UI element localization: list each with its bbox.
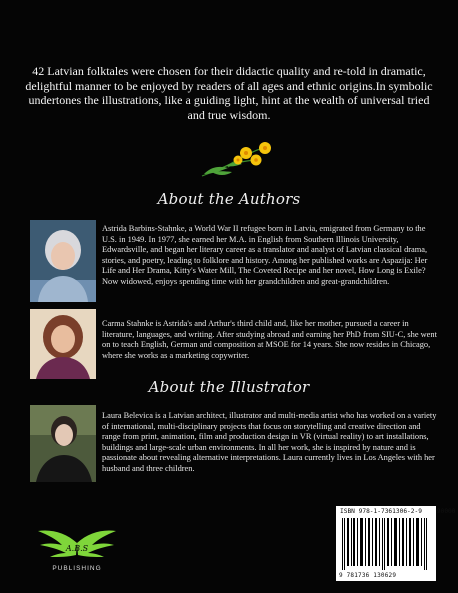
publisher-name: PUBLISHING [52, 565, 102, 572]
illustrator-photo [30, 405, 96, 482]
isbn-barcode [336, 506, 456, 581]
book-blurb: 42 Latvian folktales were chosen for their didactic quality and re-told in dramatic, delightful manner to be enjoyed by readers of all ages and ethnic origins.In symbolic undertones the illustrations, like a guiding light, hint at the wealth of universal tried and true wisdom. [25, 64, 433, 122]
price-code: 90000 [436, 508, 456, 515]
illustrator-bio: Laura Belevica is a Latvian architect, illustrator and multi-media artist who has worked on a variety of international, multi-disciplinary projects that focus on storytelling and creative direction and range from print, animation, film and production design in VR (virtual reality) to art installations, buildings and large-scale urban environments. In all her work, she is inspired by nature and is passionate about revealing alternative interpretations. Laura currently lives in Los Angeles with her husband and three children. [102, 411, 437, 473]
author1-photo [30, 220, 96, 302]
barcode-bars [340, 518, 432, 570]
publisher-logo-letters: A.B.S [65, 544, 89, 553]
barcode-digits: 9 781736 130629 [339, 572, 397, 579]
about-authors-heading: About the Authors [157, 190, 301, 208]
author2-bio: Carma Stahnke is Astrida's and Arthur's third child and, like her mother, pursued a career in literature, languages, and writing. After studying abroad and earning her PhD from SIU-C, she went on to teach English, German and composition at MSOE for 14 years. She now resides in Chicago, where she works as a marketing copywriter. [102, 319, 437, 360]
isbn-label: ISBN 978-1-7361306-2-9 90000 [340, 508, 456, 515]
about-illustrator-heading: About the Illustrator [148, 378, 310, 396]
dandelion-flower-icon [198, 140, 276, 180]
author1-bio: Astrida Barbins-Stahnke, a World War II refugee born in Latvia, emigrated from Germany to the U.S. in 1949. In 1977, she earned her M.A. in English from Southern Illinois University, Edwardsville, and began her literary career as a translator and analyst of Latvian classical drama, stories, and poetry, leading to folklore and history. Among her published works are Aspazija: Her Life and Her Drama, Kitty's Water Mill, The Coveted Recipe and her novel, How Long is Exile? Now widowed, enjoys spending time with her grandchildren and great-grandchildren. [102, 224, 428, 286]
author2-photo [30, 309, 96, 379]
